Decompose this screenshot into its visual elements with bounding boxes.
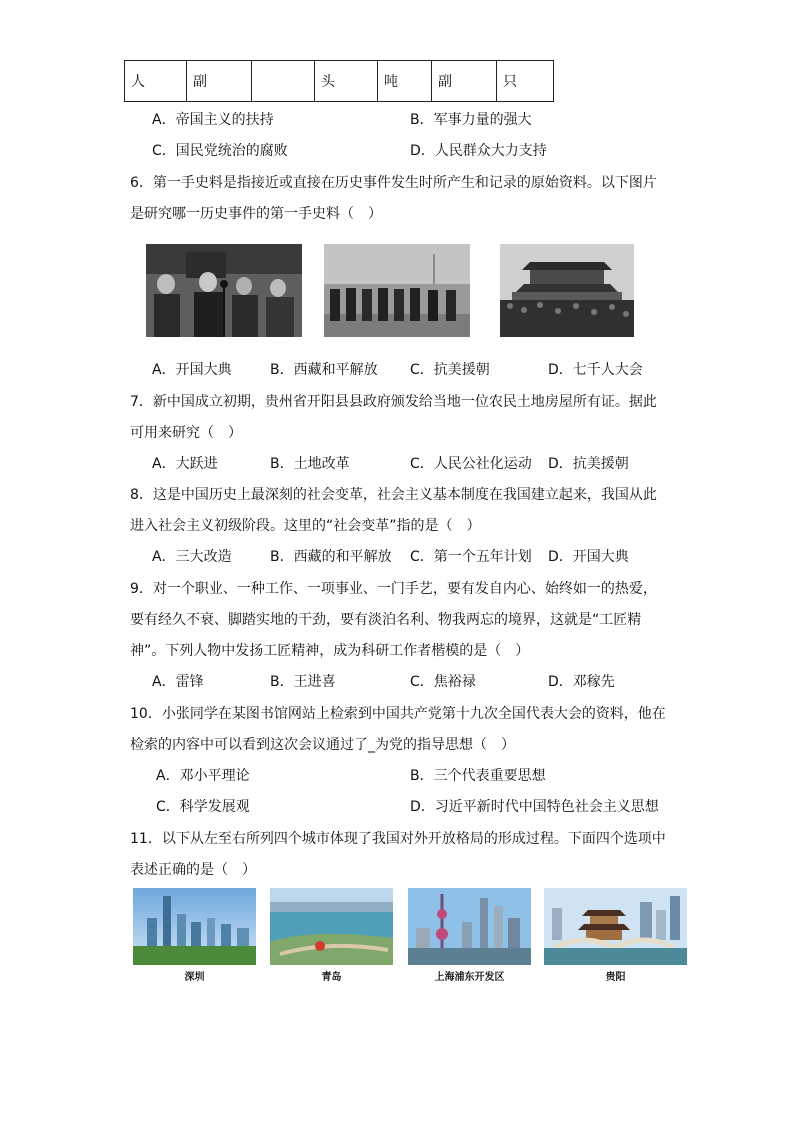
q9-stem-line2: 要有经久不衰、脚踏实地的干劲，要有淡泊名利、物我两忘的境界，这就是“工匠精 bbox=[130, 612, 642, 628]
q10-stem-line2: 检索的内容中可以看到这次会议通过了_为党的指导思想（ ） bbox=[130, 737, 515, 753]
q7-option-b[interactable]: B．土地改革 bbox=[270, 456, 350, 472]
table-cell: 只 bbox=[497, 61, 554, 102]
measure-word-table bbox=[124, 60, 554, 102]
q11-stem-line2: 表述正确的是（ ） bbox=[130, 862, 256, 878]
photo-guiyang bbox=[544, 888, 687, 965]
photo-pudong bbox=[408, 888, 531, 965]
table-cell: 人 bbox=[125, 61, 187, 102]
q5-option-b[interactable]: B．军事力量的强大 bbox=[410, 112, 532, 128]
q10-option-a[interactable]: A．邓小平理论 bbox=[156, 768, 250, 784]
q7-option-c[interactable]: C．人民公社化运动 bbox=[410, 456, 532, 472]
photo-shenzhen bbox=[133, 888, 256, 965]
q8-option-a[interactable]: A．三大改造 bbox=[152, 549, 232, 565]
q5-option-c[interactable]: C．国民党统治的腐败 bbox=[152, 143, 288, 159]
q9-option-b[interactable]: B．王进喜 bbox=[270, 674, 336, 690]
photo-qingdao bbox=[270, 888, 393, 965]
q5-option-d[interactable]: D．人民群众大力支持 bbox=[410, 143, 547, 159]
table-cell bbox=[252, 61, 315, 102]
photo-soldiers-parade bbox=[324, 244, 470, 337]
photo-qingdao-graphic bbox=[270, 888, 393, 965]
q7-option-d[interactable]: D．抗美援朝 bbox=[548, 456, 629, 472]
q5-option-a[interactable]: A．帝国主义的扶持 bbox=[152, 112, 274, 128]
photo-ceremony-speech-graphic bbox=[146, 244, 302, 337]
photo-guiyang-graphic bbox=[544, 888, 687, 965]
caption-guiyang: 贵阳 bbox=[605, 972, 626, 983]
q9-stem-line1: 9．对一个职业、一种工作、一项事业、一门手艺，要有发自内心、始终如一的热爱， bbox=[130, 581, 657, 597]
q8-option-d[interactable]: D．开国大典 bbox=[548, 549, 629, 565]
q6-option-a[interactable]: A．开国大典 bbox=[152, 362, 232, 378]
q6-option-c[interactable]: C．抗美援朝 bbox=[410, 362, 490, 378]
photo-tiananmen-crowd-graphic bbox=[500, 244, 634, 337]
q10-option-d[interactable]: D．习近平新时代中国特色社会主义思想 bbox=[410, 799, 659, 815]
photo-shenzhen-graphic bbox=[133, 888, 256, 965]
table-cell: 吨 bbox=[378, 61, 432, 102]
caption-pudong: 上海浦东开发区 bbox=[434, 972, 505, 983]
table-cell: 副 bbox=[432, 61, 497, 102]
q8-option-c[interactable]: C．第一个五年计划 bbox=[410, 549, 532, 565]
table-cell: 副 bbox=[187, 61, 252, 102]
q8-stem-line2: 进入社会主义初级阶段。这里的“社会变革”指的是（ ） bbox=[130, 518, 481, 534]
caption-shenzhen: 深圳 bbox=[184, 972, 205, 983]
photo-tiananmen-crowd bbox=[500, 244, 634, 337]
photo-pudong-graphic bbox=[408, 888, 531, 965]
q9-option-c[interactable]: C．焦裕禄 bbox=[410, 674, 476, 690]
table-row bbox=[125, 61, 554, 102]
q6-option-b[interactable]: B．西藏和平解放 bbox=[270, 362, 378, 378]
q11-stem-line1: 11．以下从左至右所列四个城市体现了我国对外开放格局的形成过程。下面四个选项中 bbox=[130, 831, 666, 847]
q10-option-b[interactable]: B．三个代表重要思想 bbox=[410, 768, 546, 784]
q10-stem-line1: 10．小张同学在某图书馆网站上检索到中国共产党第十九次全国代表大会的资料，他在 bbox=[130, 706, 666, 722]
q6-stem-line2: 是研究哪一历史事件的第一手史料（ ） bbox=[130, 206, 382, 222]
q10-option-c[interactable]: C．科学发展观 bbox=[156, 799, 250, 815]
q8-option-b[interactable]: B．西藏的和平解放 bbox=[270, 549, 392, 565]
photo-ceremony-speech bbox=[146, 244, 302, 337]
q7-option-a[interactable]: A．大跃进 bbox=[152, 456, 218, 472]
caption-qingdao: 青岛 bbox=[321, 972, 342, 983]
q9-option-d[interactable]: D．邓稼先 bbox=[548, 674, 615, 690]
q9-option-a[interactable]: A．雷锋 bbox=[152, 674, 204, 690]
q6-stem-line1: 6．第一手史料是指接近或直接在历史事件发生时所产生和记录的原始资料。以下图片 bbox=[130, 175, 657, 191]
q8-stem-line1: 8．这是中国历史上最深刻的社会变革，社会主义基本制度在我国建立起来，我国从此 bbox=[130, 487, 657, 503]
q9-stem-line3: 神”。下列人物中发扬工匠精神，成为科研工作者楷模的是（ ） bbox=[130, 643, 530, 659]
photo-soldiers-parade-graphic bbox=[324, 244, 470, 337]
q7-stem-line2: 可用来研究（ ） bbox=[130, 425, 242, 441]
q7-stem-line1: 7．新中国成立初期，贵州省开阳县县政府颁发给当地一位农民土地房屋所有证。据此 bbox=[130, 394, 657, 410]
table-cell: 头 bbox=[315, 61, 378, 102]
q6-option-d[interactable]: D．七千人大会 bbox=[548, 362, 643, 378]
